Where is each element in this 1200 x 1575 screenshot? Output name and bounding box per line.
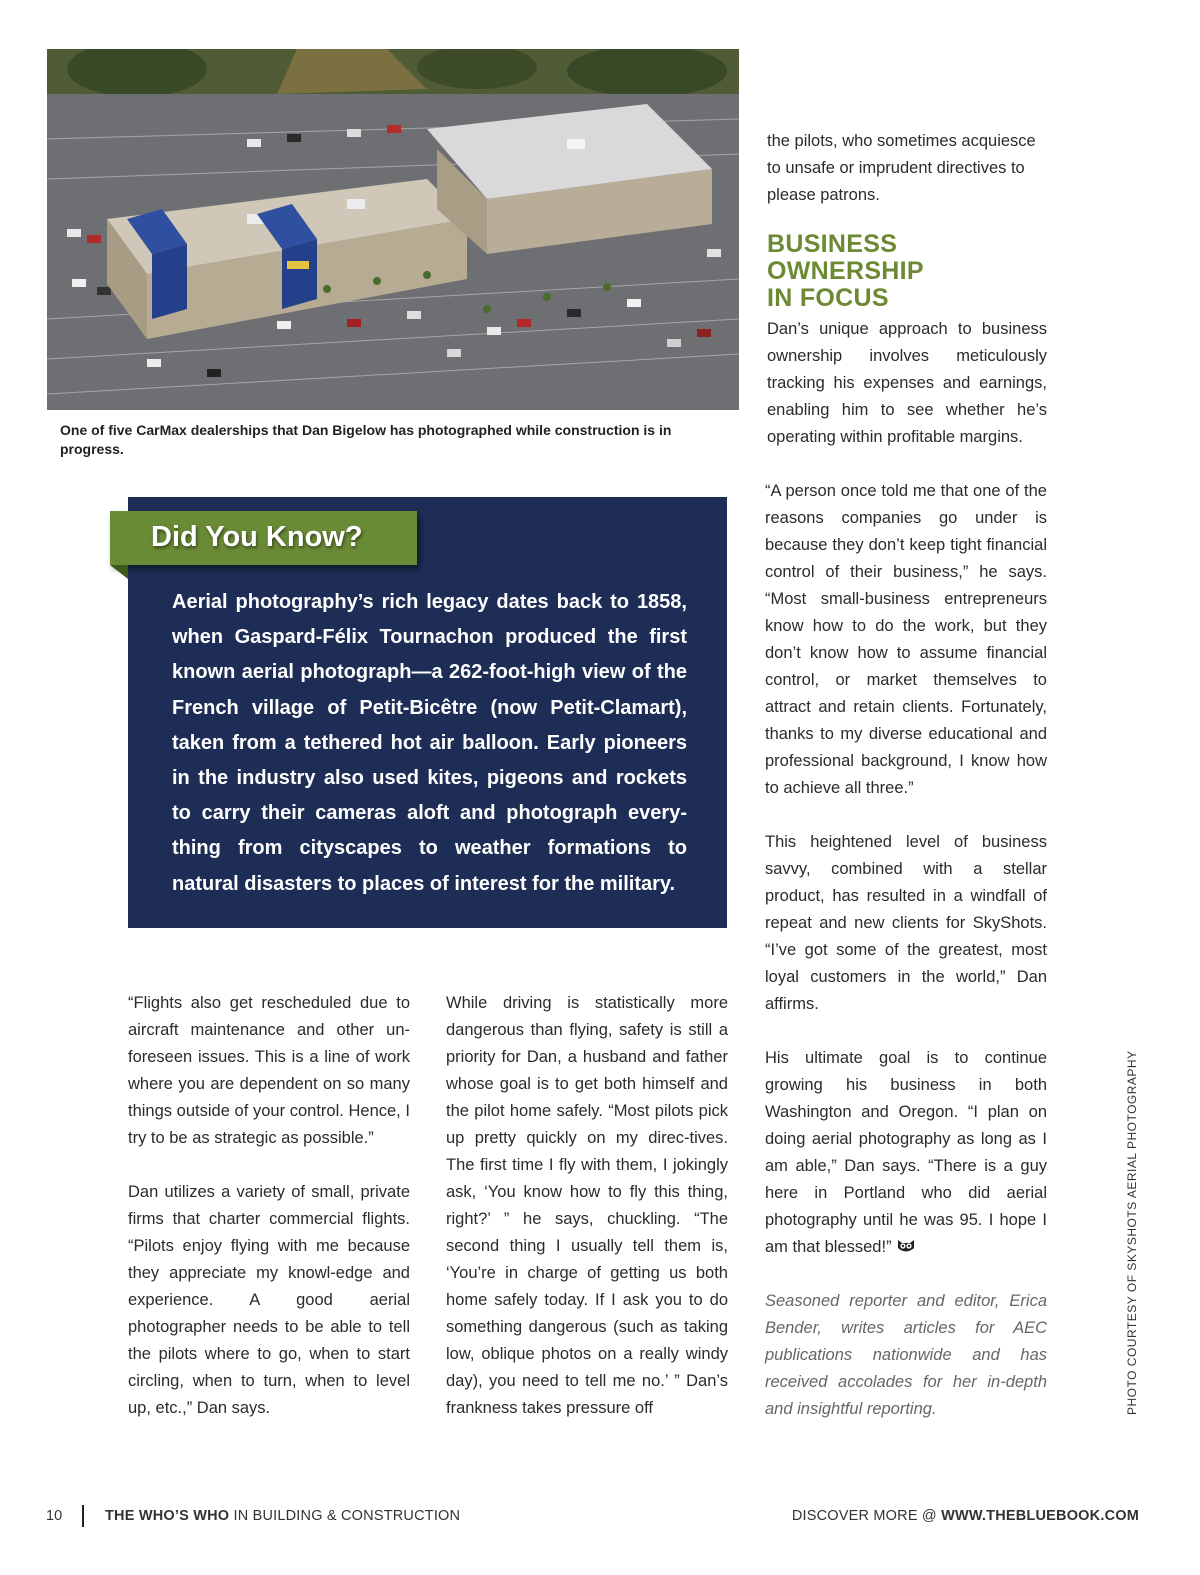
photo-caption: One of five CarMax dealerships that Dan Bigelow has photographed while construction is in progress. — [60, 422, 672, 457]
section-intro-paragraph: Dan’s unique approach to business ownership involves meticulously tracking his expenses and earnings, enabling him to see whether he’s operating within profitable margins. — [767, 320, 1047, 446]
right-column-continuation: the pilots, who sometimes acquiesce to unsafe or imprudent directives to please patrons. — [767, 132, 1036, 204]
website-link[interactable]: WWW.THEBLUEBOOK.COM — [941, 1508, 1139, 1524]
page-footer — [0, 1500, 1200, 1540]
publication-name — [105, 1508, 460, 1524]
body-column-left — [128, 990, 410, 1449]
aerial-photo-illustration — [47, 49, 739, 410]
publication-name-rest: IN BUILDING & CONSTRUCTION — [229, 1508, 461, 1524]
did-you-know-text: Aerial photography’s rich legacy dates back to 1858, when Gaspard-Félix Tournachon produced the first known aerial photograph—a 262-foot-high view of the French village of Petit-Bicêtre (now Petit-Clamart), taken from a tethered hot air balloon. Early pioneers in the industry also used kites, pigeons and rockets to carry their cameras aloft and photograph every-thing from cityscapes to weather formations to natural disasters to places of interest for the military. — [172, 591, 687, 895]
left-paragraph-2: Dan utilizes a variety of small, private firms that charter commercial flights. “Pilots enjoy flying with me because they appreciate my knowl-edge and experience. A good aerial photographer needs to be able to tell the pilots where to go, when to start circling, when to turn, when to level up, etc.,” Dan says. — [128, 1183, 410, 1417]
aerial-photo — [47, 49, 739, 410]
owl-end-mark-icon — [896, 1236, 916, 1252]
right-paragraph-2: This heightened level of business savvy, combined with a stellar product, has resulted in a windfall of repeat and new clients for SkyShots. “I’ve got some of the greatest, most loyal customers in the world,” Dan affirms. — [765, 833, 1047, 1013]
photo-credit: PHOTO COURTESY OF SKYSHOTS AERIAL PHOTOGRAPHY — [1125, 1050, 1139, 1415]
heading-line-1: BUSINESS — [767, 230, 898, 258]
discover-prefix: DISCOVER MORE @ — [791, 1508, 942, 1524]
left-paragraph-1: “Flights also get rescheduled due to aircraft maintenance and other un-foreseen issues. This is a line of work where you are dependent on so many things outside of your control. Hence, I try to be as strategic as possible.” — [128, 994, 410, 1147]
heading-line-3: IN FOCUS — [767, 284, 889, 312]
middle-paragraph-1: While driving is statistically more dangerous than flying, safety is still a priority for Dan, a husband and father whose goal is to get both himself and the pilot home safely. “Most pilots pick up pretty quickly on my direc-tives. The first time I fly with them, I jokingly ask, ‘You know how to fly this thing, right?’ ” he says, chuckling. “The second thing I usually tell them is, ‘You’re in charge of getting us both home safely today. If I ask you to do something dangerous (such as taking low, oblique photos on a really windy day), you need to tell me no.’ ” Dan’s frankness takes pressure off — [446, 994, 728, 1417]
right-column-body — [765, 478, 1047, 1423]
banner-fold — [110, 565, 128, 579]
footer-divider — [82, 1505, 84, 1527]
section-heading — [767, 231, 1067, 312]
right-paragraph-3 — [765, 1045, 1047, 1261]
page-number: 10 — [46, 1508, 63, 1524]
heading-line-2: OWNERSHIP — [767, 257, 924, 285]
right-paragraph-1: “A person once told me that one of the reasons companies go under is because they don’t keep tight financial control of their business,” he says. “Most small-business entrepreneurs know how to do the work, but they don’t know how to assume financial control, or market themselves to attract and retain clients. Fortunately, thanks to my diverse educational and professional background, I know how to achieve all three.” — [765, 482, 1047, 797]
did-you-know-title: Did You Know? — [151, 521, 363, 553]
right-paragraph-3-text: His ultimate goal is to continue growing his business in both Washington and Oregon. “I plan on doing aerial photography as long as I am able,” Dan says. “There is a guy here in Portland who did aerial photography until he was 95. I hope I am that blessed!” — [765, 1049, 1047, 1256]
author-byline: Seasoned reporter and editor, Erica Bender, writes articles for AEC publications nationwide and has received accolades for her in-depth and insightful reporting. — [765, 1292, 1047, 1418]
discover-more — [792, 1508, 1139, 1524]
body-column-middle — [446, 990, 728, 1422]
publication-name-bold: THE WHO’S WHO — [105, 1508, 230, 1524]
